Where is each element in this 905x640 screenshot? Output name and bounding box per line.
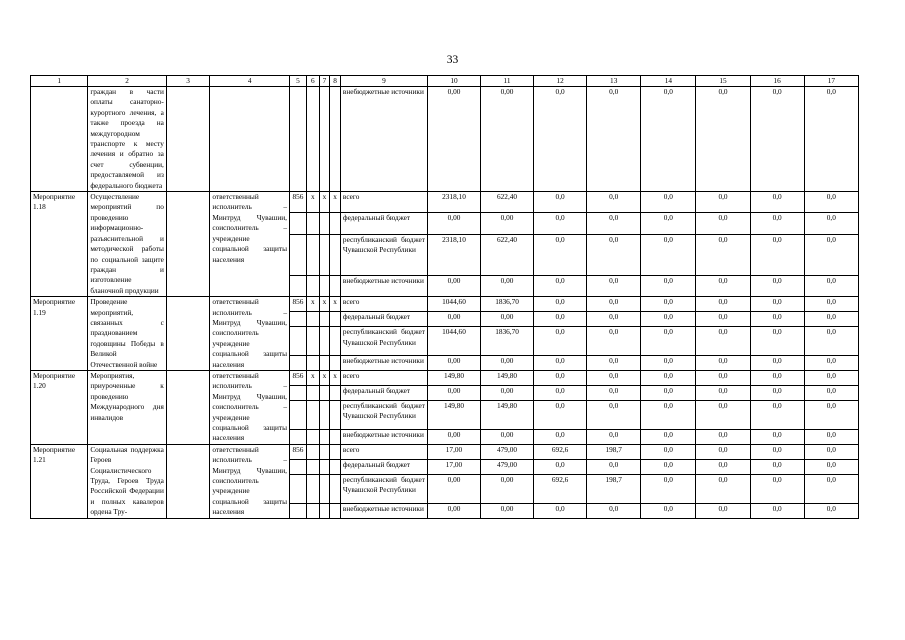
table-row bbox=[31, 87, 859, 192]
value-cell: 0,0 bbox=[641, 87, 696, 192]
code-cell bbox=[289, 355, 306, 370]
value-cell: 0,0 bbox=[534, 87, 587, 192]
code-cell: x bbox=[330, 192, 341, 213]
code-cell bbox=[330, 355, 341, 370]
value-cell: 0,0 bbox=[696, 474, 750, 503]
value-cell: 0,0 bbox=[587, 87, 641, 192]
code-cell bbox=[330, 312, 341, 327]
value-cell: 0,0 bbox=[750, 459, 804, 474]
value-cell: 0,0 bbox=[696, 234, 750, 275]
code-cell bbox=[289, 234, 306, 275]
column-number: 9 bbox=[340, 76, 427, 87]
value-cell: 692,6 bbox=[534, 474, 587, 503]
funding-source-cell: внебюджетные источники bbox=[340, 355, 427, 370]
value-cell: 0,0 bbox=[804, 370, 858, 385]
measure-cell: Мероприятие 1.19 bbox=[31, 297, 88, 371]
measure-cell: Мероприятие 1.20 bbox=[31, 370, 88, 444]
value-cell: 0,0 bbox=[641, 429, 696, 444]
value-cell: 0,00 bbox=[481, 355, 534, 370]
value-cell: 0,00 bbox=[427, 312, 480, 327]
value-cell: 0,0 bbox=[804, 297, 858, 312]
code-cell bbox=[319, 474, 330, 503]
value-cell: 0,0 bbox=[696, 444, 750, 459]
value-cell: 0,00 bbox=[481, 87, 534, 192]
code-cell bbox=[330, 459, 341, 474]
code-cell bbox=[319, 87, 330, 192]
code-cell bbox=[306, 474, 319, 503]
funding-source-cell: федеральный бюджет bbox=[340, 459, 427, 474]
value-cell: 0,0 bbox=[641, 370, 696, 385]
code-cell bbox=[319, 234, 330, 275]
value-cell: 479,00 bbox=[481, 459, 534, 474]
funding-source-cell: федеральный бюджет bbox=[340, 386, 427, 401]
code-cell bbox=[289, 327, 306, 356]
value-cell: 0,0 bbox=[804, 386, 858, 401]
code-cell bbox=[306, 213, 319, 234]
value-cell: 0,0 bbox=[534, 370, 587, 385]
empty-cell bbox=[166, 297, 210, 371]
value-cell: 0,0 bbox=[534, 503, 587, 518]
code-cell bbox=[306, 386, 319, 401]
value-cell: 692,6 bbox=[534, 444, 587, 459]
value-cell: 198,7 bbox=[587, 474, 641, 503]
measure-name-cell: Мероприятия, приуроченные к проведению Международного дня инвалидов bbox=[88, 370, 167, 444]
value-cell: 0,00 bbox=[481, 312, 534, 327]
value-cell: 0,0 bbox=[534, 213, 587, 234]
empty-cell bbox=[166, 87, 210, 192]
code-cell bbox=[319, 327, 330, 356]
value-cell: 0,0 bbox=[641, 312, 696, 327]
code-cell bbox=[319, 312, 330, 327]
value-cell: 0,0 bbox=[750, 355, 804, 370]
value-cell: 0,0 bbox=[750, 275, 804, 296]
column-number: 4 bbox=[210, 76, 290, 87]
code-cell bbox=[306, 355, 319, 370]
value-cell: 0,00 bbox=[481, 386, 534, 401]
value-cell: 0,0 bbox=[534, 429, 587, 444]
code-cell bbox=[306, 429, 319, 444]
funding-source-cell: всего bbox=[340, 370, 427, 385]
value-cell: 0,00 bbox=[427, 87, 480, 192]
value-cell: 0,0 bbox=[804, 327, 858, 356]
column-number: 17 bbox=[804, 76, 858, 87]
value-cell: 1044,60 bbox=[427, 327, 480, 356]
code-cell: x bbox=[330, 297, 341, 312]
value-cell: 149,80 bbox=[427, 401, 480, 430]
value-cell: 0,0 bbox=[750, 503, 804, 518]
value-cell: 0,0 bbox=[804, 444, 858, 459]
code-cell bbox=[306, 327, 319, 356]
code-cell bbox=[306, 444, 319, 459]
measure-cell: Мероприятие 1.21 bbox=[31, 444, 88, 518]
value-cell: 0,0 bbox=[534, 327, 587, 356]
value-cell: 0,00 bbox=[427, 275, 480, 296]
column-number: 8 bbox=[330, 76, 341, 87]
value-cell: 0,0 bbox=[696, 312, 750, 327]
value-cell: 0,0 bbox=[750, 192, 804, 213]
value-cell: 622,40 bbox=[481, 234, 534, 275]
code-cell bbox=[319, 401, 330, 430]
value-cell: 0,0 bbox=[534, 234, 587, 275]
value-cell: 0,0 bbox=[804, 275, 858, 296]
value-cell: 0,0 bbox=[587, 386, 641, 401]
code-cell bbox=[306, 234, 319, 275]
value-cell: 479,00 bbox=[481, 444, 534, 459]
value-cell: 0,0 bbox=[696, 429, 750, 444]
code-cell bbox=[319, 355, 330, 370]
value-cell: 0,0 bbox=[750, 327, 804, 356]
funding-source-cell: внебюджетные источники bbox=[340, 275, 427, 296]
code-cell bbox=[330, 327, 341, 356]
code-cell bbox=[319, 429, 330, 444]
table-row bbox=[31, 444, 859, 459]
funding-source-cell: всего bbox=[340, 444, 427, 459]
column-number: 2 bbox=[88, 76, 167, 87]
value-cell: 0,0 bbox=[750, 401, 804, 430]
value-cell: 0,0 bbox=[641, 444, 696, 459]
executor-cell: ответственный исполнитель – Минтруд Чувашии, соисполнитель учреждение социальной защиты населения bbox=[210, 444, 290, 518]
empty-cell bbox=[166, 444, 210, 518]
value-cell: 0,00 bbox=[481, 275, 534, 296]
value-cell: 0,00 bbox=[427, 386, 480, 401]
code-cell bbox=[289, 312, 306, 327]
value-cell: 0,0 bbox=[587, 355, 641, 370]
value-cell: 2318,10 bbox=[427, 234, 480, 275]
code-cell bbox=[330, 213, 341, 234]
code-cell bbox=[289, 275, 306, 296]
measure-name-cell: Проведение мероприятий, связанных с празднованием годовщины Победы в Великой Отечественной войне bbox=[88, 297, 167, 371]
code-cell bbox=[330, 474, 341, 503]
value-cell: 0,0 bbox=[804, 213, 858, 234]
value-cell: 0,0 bbox=[750, 87, 804, 192]
value-cell: 0,0 bbox=[534, 355, 587, 370]
value-cell: 17,00 bbox=[427, 459, 480, 474]
code-cell: x bbox=[306, 297, 319, 312]
value-cell: 0,0 bbox=[587, 297, 641, 312]
value-cell: 0,0 bbox=[587, 503, 641, 518]
code-cell: x bbox=[306, 192, 319, 213]
value-cell: 0,0 bbox=[804, 401, 858, 430]
budget-table bbox=[30, 75, 859, 519]
table-row bbox=[31, 192, 859, 213]
measure-name-cell: Осуществление мероприятий по проведению информационно-разъяснительной и методической работы по социальной защите граждан и изготовление бланочной продукции bbox=[88, 192, 167, 297]
code-cell bbox=[330, 87, 341, 192]
value-cell: 0,0 bbox=[750, 234, 804, 275]
value-cell: 0,0 bbox=[750, 370, 804, 385]
value-cell: 198,7 bbox=[587, 444, 641, 459]
value-cell: 0,0 bbox=[750, 429, 804, 444]
table-row bbox=[31, 297, 859, 312]
value-cell: 0,0 bbox=[534, 401, 587, 430]
code-cell bbox=[330, 275, 341, 296]
value-cell: 0,0 bbox=[534, 312, 587, 327]
value-cell: 0,0 bbox=[587, 213, 641, 234]
value-cell: 0,00 bbox=[427, 503, 480, 518]
value-cell: 0,0 bbox=[696, 355, 750, 370]
code-cell: 856 bbox=[289, 297, 306, 312]
column-number: 16 bbox=[750, 76, 804, 87]
value-cell: 0,0 bbox=[750, 444, 804, 459]
value-cell: 0,0 bbox=[696, 459, 750, 474]
code-cell bbox=[306, 87, 319, 192]
value-cell: 0,0 bbox=[696, 87, 750, 192]
value-cell: 0,0 bbox=[587, 312, 641, 327]
value-cell: 0,0 bbox=[641, 459, 696, 474]
value-cell: 0,00 bbox=[481, 503, 534, 518]
value-cell: 0,0 bbox=[804, 312, 858, 327]
code-cell bbox=[319, 386, 330, 401]
funding-source-cell: внебюджетные источники bbox=[340, 503, 427, 518]
value-cell: 0,0 bbox=[587, 327, 641, 356]
code-cell bbox=[306, 401, 319, 430]
code-cell bbox=[330, 386, 341, 401]
value-cell: 0,0 bbox=[696, 327, 750, 356]
value-cell: 0,0 bbox=[641, 503, 696, 518]
value-cell: 0,0 bbox=[587, 370, 641, 385]
code-cell bbox=[289, 213, 306, 234]
value-cell: 0,0 bbox=[641, 234, 696, 275]
value-cell: 0,0 bbox=[641, 474, 696, 503]
funding-source-cell: всего bbox=[340, 297, 427, 312]
value-cell: 0,0 bbox=[696, 401, 750, 430]
value-cell: 0,0 bbox=[696, 192, 750, 213]
executor-cell: ответственный исполнитель – Минтруд Чувашии, соисполнитель учреждение социальной защиты населения bbox=[210, 297, 290, 371]
value-cell: 0,0 bbox=[750, 386, 804, 401]
value-cell: 0,0 bbox=[641, 275, 696, 296]
value-cell: 1836,70 bbox=[481, 297, 534, 312]
code-cell: x bbox=[306, 370, 319, 385]
code-cell bbox=[289, 87, 306, 192]
value-cell: 0,0 bbox=[534, 275, 587, 296]
value-cell: 0,0 bbox=[534, 192, 587, 213]
value-cell: 0,0 bbox=[750, 474, 804, 503]
value-cell: 0,00 bbox=[481, 429, 534, 444]
code-cell bbox=[330, 429, 341, 444]
code-cell bbox=[319, 444, 330, 459]
funding-source-cell: всего bbox=[340, 192, 427, 213]
funding-source-cell: внебюджетные источники bbox=[340, 429, 427, 444]
value-cell: 0,0 bbox=[804, 234, 858, 275]
code-cell bbox=[330, 503, 341, 518]
value-cell: 2318,10 bbox=[427, 192, 480, 213]
value-cell: 0,0 bbox=[804, 503, 858, 518]
column-number: 15 bbox=[696, 76, 750, 87]
value-cell: 0,0 bbox=[587, 459, 641, 474]
value-cell: 0,0 bbox=[696, 297, 750, 312]
value-cell: 149,80 bbox=[427, 370, 480, 385]
code-cell bbox=[319, 459, 330, 474]
value-cell: 0,0 bbox=[750, 297, 804, 312]
code-cell bbox=[330, 401, 341, 430]
value-cell: 0,0 bbox=[587, 234, 641, 275]
value-cell: 0,00 bbox=[427, 474, 480, 503]
code-cell: x bbox=[319, 192, 330, 213]
column-number: 10 bbox=[427, 76, 480, 87]
value-cell: 0,0 bbox=[750, 213, 804, 234]
funding-source-cell: федеральный бюджет bbox=[340, 213, 427, 234]
value-cell: 0,0 bbox=[641, 355, 696, 370]
value-cell: 0,0 bbox=[587, 401, 641, 430]
code-cell bbox=[289, 429, 306, 444]
code-cell bbox=[289, 401, 306, 430]
value-cell: 0,00 bbox=[481, 474, 534, 503]
value-cell: 0,0 bbox=[587, 275, 641, 296]
value-cell: 0,00 bbox=[427, 429, 480, 444]
value-cell: 1044,60 bbox=[427, 297, 480, 312]
value-cell: 0,00 bbox=[481, 213, 534, 234]
code-cell bbox=[306, 459, 319, 474]
value-cell: 149,80 bbox=[481, 370, 534, 385]
value-cell: 622,40 bbox=[481, 192, 534, 213]
code-cell bbox=[289, 474, 306, 503]
value-cell: 0,0 bbox=[804, 355, 858, 370]
code-cell bbox=[319, 503, 330, 518]
code-cell bbox=[306, 275, 319, 296]
value-cell: 0,0 bbox=[587, 192, 641, 213]
column-number: 14 bbox=[641, 76, 696, 87]
column-number: 11 bbox=[481, 76, 534, 87]
table-row bbox=[31, 370, 859, 385]
value-cell: 0,0 bbox=[696, 503, 750, 518]
code-cell bbox=[289, 459, 306, 474]
funding-source-cell: республиканский бюджет Чувашской Республики bbox=[340, 234, 427, 275]
header-row bbox=[31, 76, 859, 87]
value-cell: 1836,70 bbox=[481, 327, 534, 356]
value-cell: 0,0 bbox=[534, 459, 587, 474]
value-cell: 0,0 bbox=[696, 213, 750, 234]
column-number: 6 bbox=[306, 76, 319, 87]
value-cell: 0,0 bbox=[534, 297, 587, 312]
column-number: 7 bbox=[319, 76, 330, 87]
value-cell: 0,0 bbox=[534, 386, 587, 401]
value-cell: 0,0 bbox=[696, 386, 750, 401]
measure-cell bbox=[31, 87, 88, 192]
code-cell bbox=[306, 312, 319, 327]
value-cell: 0,0 bbox=[804, 87, 858, 192]
column-number: 12 bbox=[534, 76, 587, 87]
value-cell: 0,0 bbox=[696, 275, 750, 296]
value-cell: 0,0 bbox=[641, 192, 696, 213]
value-cell: 0,0 bbox=[696, 370, 750, 385]
executor-cell: ответственный исполнитель – Минтруд Чувашии, соисполнитель – учреждение социальной защиты населения bbox=[210, 370, 290, 444]
funding-source-cell: республиканский бюджет Чувашской Республики bbox=[340, 401, 427, 430]
executor-cell bbox=[210, 87, 290, 192]
column-number: 5 bbox=[289, 76, 306, 87]
code-cell bbox=[289, 503, 306, 518]
measure-name-cell: Социальная поддержка Героев Социалистического Труда, Героев Труда Российской Федерации и полных кавалеров ордена Тру- bbox=[88, 444, 167, 518]
value-cell: 0,0 bbox=[587, 429, 641, 444]
executor-cell: ответственный исполнитель – Минтруд Чувашии, соисполнитель – учреждение социальной защиты населения bbox=[210, 192, 290, 297]
value-cell: 0,0 bbox=[750, 312, 804, 327]
code-cell: 856 bbox=[289, 444, 306, 459]
funding-source-cell: республиканский бюджет Чувашской Республики bbox=[340, 474, 427, 503]
code-cell bbox=[330, 444, 341, 459]
value-cell: 0,0 bbox=[804, 192, 858, 213]
column-number: 13 bbox=[587, 76, 641, 87]
value-cell: 0,0 bbox=[641, 213, 696, 234]
code-cell bbox=[330, 234, 341, 275]
value-cell: 0,0 bbox=[641, 297, 696, 312]
value-cell: 0,0 bbox=[641, 401, 696, 430]
code-cell: x bbox=[319, 370, 330, 385]
value-cell: 0,00 bbox=[427, 213, 480, 234]
value-cell: 0,0 bbox=[804, 459, 858, 474]
value-cell: 0,0 bbox=[804, 474, 858, 503]
code-cell bbox=[306, 503, 319, 518]
measure-name-cell: граждан в части оплаты санаторно-курортного лечения, а также проезда на междугородном транспорте к месту лечения и обратно за счет субвенции, предоставляемой из федерального бюджета bbox=[88, 87, 167, 192]
code-cell: 856 bbox=[289, 192, 306, 213]
empty-cell bbox=[166, 192, 210, 297]
value-cell: 0,00 bbox=[427, 355, 480, 370]
value-cell: 0,0 bbox=[804, 429, 858, 444]
page-number: 33 bbox=[446, 54, 459, 66]
funding-source-cell: внебюджетные источники bbox=[340, 87, 427, 192]
code-cell bbox=[319, 275, 330, 296]
funding-source-cell: федеральный бюджет bbox=[340, 312, 427, 327]
code-cell: x bbox=[319, 297, 330, 312]
column-number: 1 bbox=[31, 76, 88, 87]
column-number: 3 bbox=[166, 76, 210, 87]
code-cell bbox=[289, 386, 306, 401]
code-cell bbox=[319, 213, 330, 234]
code-cell: x bbox=[330, 370, 341, 385]
value-cell: 17,00 bbox=[427, 444, 480, 459]
code-cell: 856 bbox=[289, 370, 306, 385]
value-cell: 0,0 bbox=[641, 386, 696, 401]
value-cell: 0,0 bbox=[641, 327, 696, 356]
funding-source-cell: республиканский бюджет Чувашской Республики bbox=[340, 327, 427, 356]
empty-cell bbox=[166, 370, 210, 444]
measure-cell: Мероприятие 1.18 bbox=[31, 192, 88, 297]
value-cell: 149,80 bbox=[481, 401, 534, 430]
